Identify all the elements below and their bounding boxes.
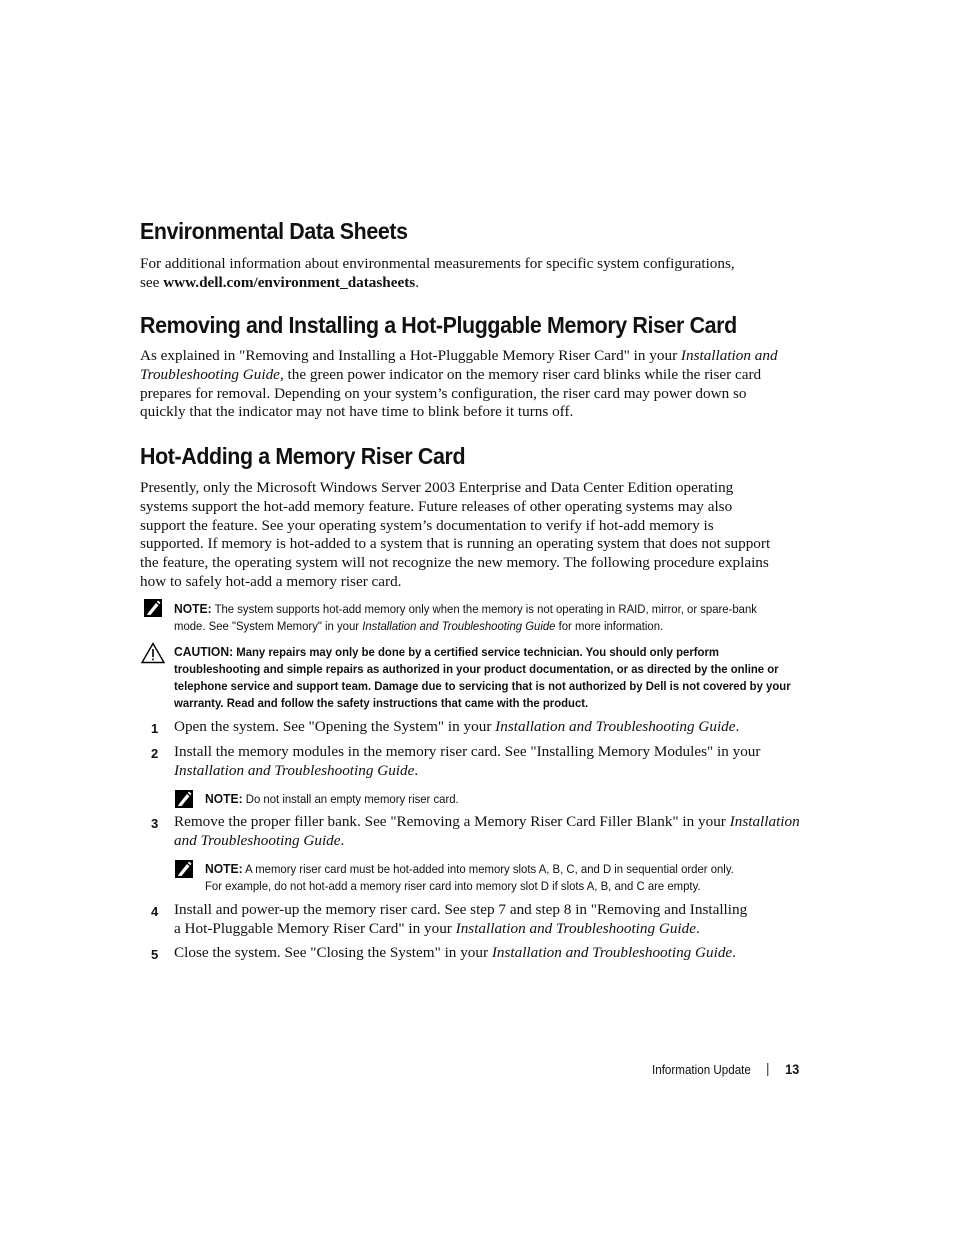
note-label: NOTE: — [205, 861, 243, 876]
note-pencil-icon — [143, 598, 163, 618]
note-label: NOTE: — [205, 791, 243, 806]
note-pencil-icon — [174, 789, 194, 809]
paragraph-removing-installing — [140, 347, 815, 422]
note-empty-riser: NOTE: Do not install an empty memory riser card. — [205, 791, 459, 806]
caution-triangle-icon — [141, 642, 165, 664]
page-number: 13 — [785, 1062, 800, 1077]
note-label: NOTE: — [174, 601, 212, 616]
text-line: support the feature. See your operating system’s documentation to verify if hot-add memory is — [140, 516, 714, 534]
heading-removing-installing: Removing and Installing a Hot-Pluggable Memory Riser Card — [140, 312, 737, 338]
paragraph-environmental — [140, 255, 815, 293]
text-line: quickly that the indicator may not have time to blink before it turns off. — [140, 403, 574, 421]
text-line: Troubleshooting Guide, the green power indicator on the memory riser card blinks while the riser card — [140, 365, 762, 383]
text-line: supported. If memory is hot-added to a system that is running an operating system that does not support — [140, 535, 771, 553]
note-sequential-order: NOTE: A memory riser card must be hot-added into memory slots A, B, C, and D in sequential order only. For example, do not hot-add a memory riser card into memory slot D if slots A, B, and C are empty. — [205, 861, 734, 893]
step-number: 1 — [151, 721, 159, 736]
text-line: prepares for removal. Depending on your system’s configuration, the riser card may power down so — [140, 384, 747, 402]
footer-title: Information Update — [652, 1063, 751, 1077]
step-1: Open the system. See "Opening the System" in your Installation and Troubleshooting Guide. — [174, 718, 740, 735]
heading-hot-adding: Hot-Adding a Memory Riser Card — [140, 443, 466, 469]
note-hot-add-raid: NOTE: The system supports hot-add memory only when the memory is not operating in RAID, mirror, or spare-bank mode. See "System Memory" in your Installation and Troubleshooting Guide for more information. — [174, 601, 757, 633]
page-footer — [652, 1062, 799, 1077]
caution-label: CAUTION: — [174, 644, 234, 659]
step-number: 5 — [151, 947, 159, 962]
text-line: how to safely hot-add a memory riser card. — [140, 572, 402, 590]
text-line: systems support the hot-add memory feature. Future releases of other operating systems may also — [140, 497, 733, 515]
step-number: 4 — [151, 904, 159, 919]
text-line: As explained in "Removing and Installing a Hot-Pluggable Memory Riser Card" in your Installation and — [140, 347, 778, 364]
note-pencil-icon — [174, 859, 194, 879]
text-line: For additional information about environmental measurements for specific system configurations, — [140, 255, 735, 272]
heading-environmental-data-sheets: Environmental Data Sheets — [140, 218, 408, 244]
step-number: 2 — [151, 746, 159, 761]
text-line: see www.dell.com/environment_datasheets. — [140, 273, 419, 291]
step-number: 3 — [151, 816, 159, 831]
text-line: the feature, the operating system will not recognize the new memory. The following procedure explains — [140, 554, 769, 572]
step-2: Install the memory modules in the memory riser card. See "Installing Memory Modules" in your Installation and Troubleshooting Guide. — [174, 743, 761, 779]
step-5: Close the system. See "Closing the System" in your Installation and Troubleshooting Guide. — [174, 944, 736, 961]
text-line: Presently, only the Microsoft Windows Server 2003 Enterprise and Data Center Edition operating — [140, 479, 734, 496]
step-4: Install and power-up the memory riser card. See step 7 and step 8 in "Removing and Installing a Hot-Pluggable Memory Riser Card" in your Installation and Troubleshooting Guide. — [174, 901, 748, 937]
paragraph-hot-adding — [140, 479, 815, 592]
step-3: Remove the proper filler bank. See "Removing a Memory Riser Card Filler Blank" in your Installation and Troubleshooting Guide. — [174, 813, 800, 849]
caution-certified-technician: CAUTION: Many repairs may only be done by a certified service technician. You should only perform troubleshooting and simple repairs as authorized in your product documentation, or as directed by the online or telephone service and support team. Damage due to servicing that is not authorized by Dell is not covered by your warranty. Read and follow the safety instructions that came with the product. — [174, 644, 791, 710]
footer-divider — [768, 1063, 769, 1076]
environment-datasheets-link[interactable]: www.dell.com/environment_datasheets — [163, 273, 416, 291]
